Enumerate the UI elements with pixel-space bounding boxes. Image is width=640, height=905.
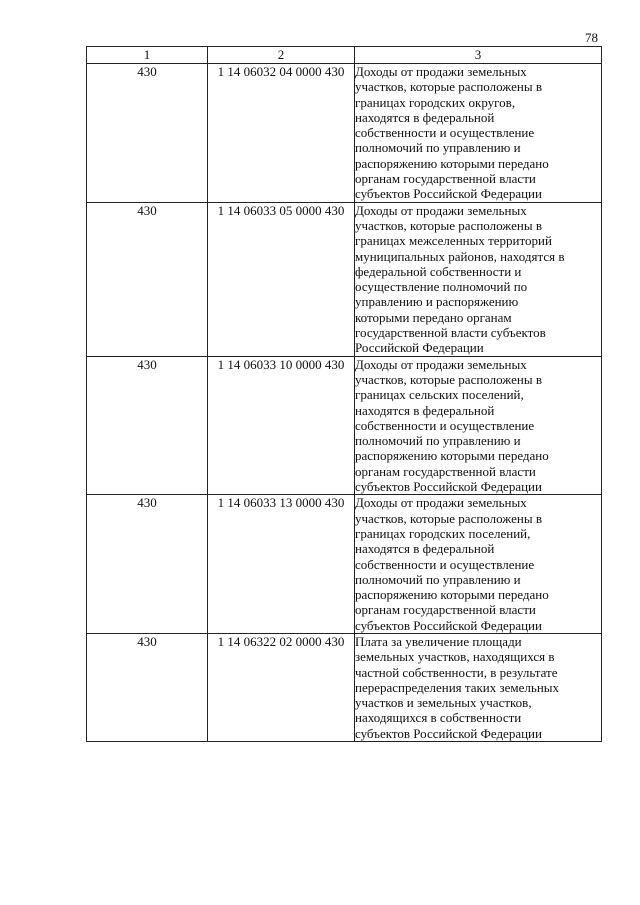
revenue-code-cell: 1 14 06033 05 0000 430: [208, 202, 355, 356]
name-line: субъектов Российской Федерации: [355, 186, 542, 202]
revenue-code-cell: 1 14 06033 13 0000 430: [208, 495, 355, 634]
name-line: органам государственной власти: [355, 602, 536, 618]
name-line: собственности и осуществление: [355, 417, 535, 433]
table-row: [87, 495, 602, 634]
table-row: [87, 64, 602, 203]
name-line: перераспределения таких земельных: [355, 679, 560, 695]
admin-code-cell: 430: [87, 633, 208, 741]
name-line: осуществление полномочий по: [355, 279, 528, 295]
name-line: субъектов Российской Федерации: [355, 479, 542, 495]
name-line: муниципальных районов, находятся в: [355, 248, 565, 264]
name-line: Российской Федерации: [355, 340, 484, 356]
name-line: Доходы от продажи земельных: [355, 202, 527, 218]
name-line: управлению и распоряжению: [355, 294, 519, 310]
name-line: государственной власти субъектов: [355, 325, 546, 341]
name-line: полномочий по управлению и: [355, 140, 521, 156]
name-line: собственности и осуществление: [355, 556, 535, 572]
name-line: полномочий по управлению и: [355, 571, 521, 587]
table-row: [87, 356, 602, 495]
revenue-name-cell: [355, 64, 602, 203]
name-line: Доходы от продажи земельных: [355, 64, 527, 79]
name-line: субъектов Российской Федерации: [355, 617, 542, 633]
name-line: органам государственной власти: [355, 463, 536, 479]
revenue-name-cell: [355, 356, 602, 495]
name-line: собственности и осуществление: [355, 125, 535, 141]
name-line: федеральной собственности и: [355, 263, 522, 279]
budget-classification-table: [86, 46, 602, 742]
name-line: распоряжению которыми передано: [355, 587, 549, 603]
column-header-3: 3: [355, 47, 602, 64]
table-header-row: [87, 47, 602, 64]
name-line: которыми передано органам: [355, 309, 512, 325]
name-line: участков, которые расположены в: [355, 79, 542, 95]
name-line: субъектов Российской Федерации: [355, 725, 542, 741]
column-header-2: 2: [208, 47, 355, 64]
name-line: находящихся в собственности: [355, 710, 522, 726]
admin-code-cell: 430: [87, 495, 208, 634]
name-line: находятся в федеральной: [355, 402, 495, 418]
name-line: границах городских округов,: [355, 94, 516, 110]
name-line: частной собственности, в результате: [355, 664, 558, 680]
name-line: границах межселенных территорий: [355, 233, 552, 249]
admin-code-cell: 430: [87, 356, 208, 495]
name-line: участков, которые расположены в: [355, 371, 542, 387]
name-line: находятся в федеральной: [355, 109, 495, 125]
table-row: [87, 633, 602, 741]
name-line: участков, которые расположены в: [355, 217, 542, 233]
admin-code-cell: 430: [87, 202, 208, 356]
name-line: границах сельских поселений,: [355, 387, 524, 403]
name-line: земельных участков, находящихся в: [355, 649, 555, 665]
column-header-1: 1: [87, 47, 208, 64]
revenue-code-cell: 1 14 06032 04 0000 430: [208, 64, 355, 203]
name-line: находятся в федеральной: [355, 541, 495, 557]
name-line: распоряжению которыми передано: [355, 448, 549, 464]
revenue-code-cell: 1 14 06322 02 0000 430: [208, 633, 355, 741]
revenue-code-cell: 1 14 06033 10 0000 430: [208, 356, 355, 495]
revenue-name-cell: [355, 495, 602, 634]
name-line: распоряжению которыми передано: [355, 155, 549, 171]
revenue-name-cell: [355, 633, 602, 741]
page-number: 78: [585, 30, 598, 45]
table-row: [87, 202, 602, 356]
name-line: органам государственной власти: [355, 171, 536, 187]
revenue-name-cell: [355, 202, 602, 356]
admin-code-cell: 430: [87, 64, 208, 203]
name-line: Доходы от продажи земельных: [355, 356, 527, 372]
name-line: границах городских поселений,: [355, 525, 531, 541]
name-line: участков и земельных участков,: [355, 695, 532, 711]
name-line: Плата за увеличение площади: [355, 633, 522, 649]
name-line: участков, которые расположены в: [355, 510, 542, 526]
name-line: Доходы от продажи земельных: [355, 495, 527, 511]
name-line: полномочий по управлению и: [355, 433, 521, 449]
